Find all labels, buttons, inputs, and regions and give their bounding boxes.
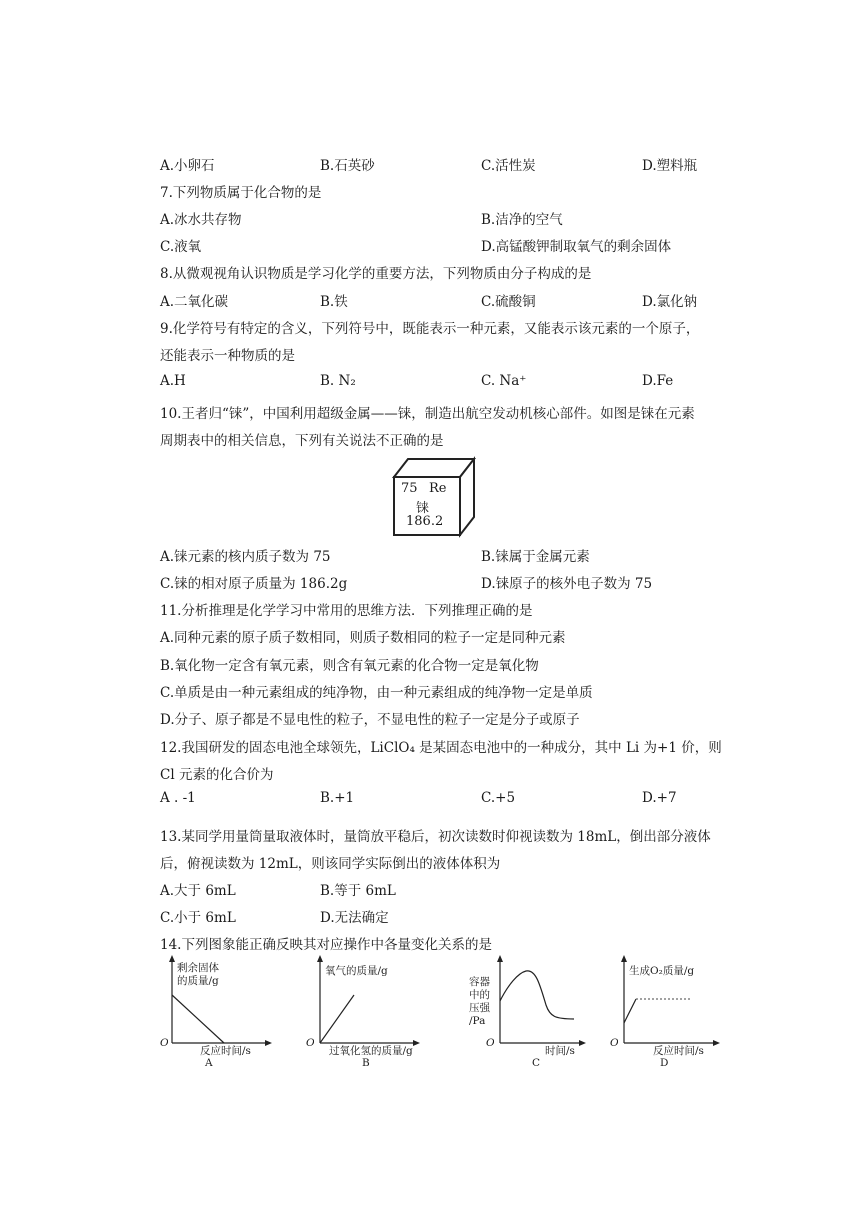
q12-stem-line1: 12.我国研发的固态电池全球领先，LiClO₄ 是某固态电池中的一种成分，其中 Li 为+1 价，则 <box>160 740 722 756</box>
q12-option-b: B.+1 <box>320 790 355 806</box>
graph-b-line <box>320 995 354 1043</box>
q14-stem: 14.下列图象能正确反映其对应操作中各量变化关系的是 <box>160 937 492 953</box>
element-name: 铼 <box>416 501 430 516</box>
q11-option-d: D.分子、原子都是不显电性的粒子，不显电性的粒子一定是分子或原子 <box>160 712 580 728</box>
graph-b-ylabel: 氧气的质量/g <box>325 965 388 977</box>
graph-d-origin: O <box>610 1037 619 1049</box>
q7-option-b: B.洁净的空气 <box>481 212 563 228</box>
graph-a-xlabel: 反应时间/s <box>200 1045 251 1057</box>
q7-option-c: C.液氧 <box>160 239 202 255</box>
graph-a-origin: O <box>160 1037 169 1049</box>
q7-option-a: A.冰水共存物 <box>160 212 242 228</box>
q7-option-d: D.高锰酸钾制取氧气的剩余固体 <box>481 239 672 255</box>
q13-stem-line2: 后，俯视读数为 12mL，则该同学实际倒出的液体体积为 <box>160 856 501 872</box>
q13-option-d: D.无法确定 <box>320 910 389 926</box>
element-mass: 186.2 <box>406 514 444 529</box>
q10-stem-line2: 周期表中的相关信息，下列有关说法不正确的是 <box>160 433 444 449</box>
graph-c-ylabel-2: 中的 <box>469 989 490 1001</box>
q9-option-d: D.Fe <box>642 373 674 389</box>
graph-c-ylabel-3: 压强 <box>469 1002 490 1014</box>
q13-stem-line1: 13.某同学用量筒量取液体时，量筒放平稳后，初次读数时仰视读数为 18mL，倒出部分液体 <box>160 829 711 845</box>
q10-option-a: A.铼元素的核内质子数为 75 <box>160 549 331 565</box>
q9-option-a: A.H <box>160 373 186 389</box>
q6-option-b: B.石英砂 <box>320 158 375 174</box>
q11-option-a: A.同种元素的原子质子数相同，则质子数相同的粒子一定是同种元素 <box>160 630 566 646</box>
q11-stem: 11.分析推理是化学学习中常用的思维方法．下列推理正确的是 <box>160 603 533 619</box>
q12-option-a: A . -1 <box>160 790 196 806</box>
q7-stem: 7.下列物质属于化合物的是 <box>160 185 322 201</box>
q8-stem: 8.从微观视角认识物质是学习化学的重要方法，下列物质由分子构成的是 <box>160 266 592 282</box>
q12-option-d: D.+7 <box>642 790 677 806</box>
q9-option-c: C. Na⁺ <box>481 373 527 389</box>
graph-a-letter: A <box>205 1057 213 1069</box>
q6-option-c: C.活性炭 <box>481 158 536 174</box>
q12-stem-line2: Cl 元素的化合价为 <box>160 767 274 783</box>
graph-a-line <box>172 995 224 1043</box>
graph-c-ylabel-1: 容器 <box>469 976 490 988</box>
q13-option-c: C.小于 6mL <box>160 910 236 926</box>
q10-option-b: B.铼属于金属元素 <box>481 549 590 565</box>
q8-option-b: B.铁 <box>320 294 348 310</box>
graph-d-ylabel: 生成O₂质量/g <box>629 965 695 977</box>
element-symbol: Re <box>429 481 447 496</box>
q9-stem-line2: 还能表示一种物质的是 <box>160 348 295 364</box>
q10-option-c: C.铼的相对原子质量为 186.2g <box>160 576 348 592</box>
graph-c-xlabel: 时间/s <box>545 1045 575 1057</box>
q13-option-b: B.等于 6mL <box>320 883 396 899</box>
q8-option-c: C.硫酸铜 <box>481 294 536 310</box>
graph-c-letter: C <box>532 1057 541 1069</box>
q10-stem-line1: 10.王者归“铼”，中国利用超级金属——铼，制造出航空发动机核心部件。如图是铼在元素 <box>160 406 695 422</box>
q8-option-d: D.氯化钠 <box>642 294 698 310</box>
q11-option-c: C.单质是由一种元素组成的纯净物，由一种元素组成的纯净物一定是单质 <box>160 685 593 701</box>
graph-c-origin: O <box>486 1037 495 1049</box>
q9-option-b: B. N₂ <box>320 373 356 389</box>
q6-option-a: A.小卵石 <box>160 158 215 174</box>
graph-c-curve <box>500 971 574 1019</box>
q11-option-b: B.氧化物一定含有氧元素，则含有氧元素的化合物一定是氧化物 <box>160 658 539 674</box>
q12-option-c: C.+5 <box>481 790 516 806</box>
graph-b-letter: B <box>362 1057 370 1069</box>
graph-d-line <box>624 999 636 1023</box>
q9-stem-line1: 9.化学符号有特定的含义，下列符号中，既能表示一种元素，又能表示该元素的一个原子， <box>160 321 700 337</box>
element-number: 75 <box>401 481 418 496</box>
graph-c-ylabel-4: /Pa <box>469 1015 486 1027</box>
q10-option-d: D.铼原子的核外电子数为 75 <box>481 576 653 592</box>
q6-option-d: D.塑料瓶 <box>642 158 698 174</box>
graph-d-xlabel: 反应时间/s <box>653 1045 704 1057</box>
graph-d-letter: D <box>660 1057 669 1069</box>
q13-option-a: A.大于 6mL <box>160 883 236 899</box>
graph-b-origin: O <box>306 1037 315 1049</box>
graph-b-xlabel: 过氧化氢的质量/g <box>329 1045 413 1057</box>
graph-a-ylabel-1: 剩余固体 <box>177 962 219 974</box>
graph-a-ylabel-2: 的质量/g <box>177 975 219 987</box>
q8-option-a: A.二氧化碳 <box>160 294 229 310</box>
